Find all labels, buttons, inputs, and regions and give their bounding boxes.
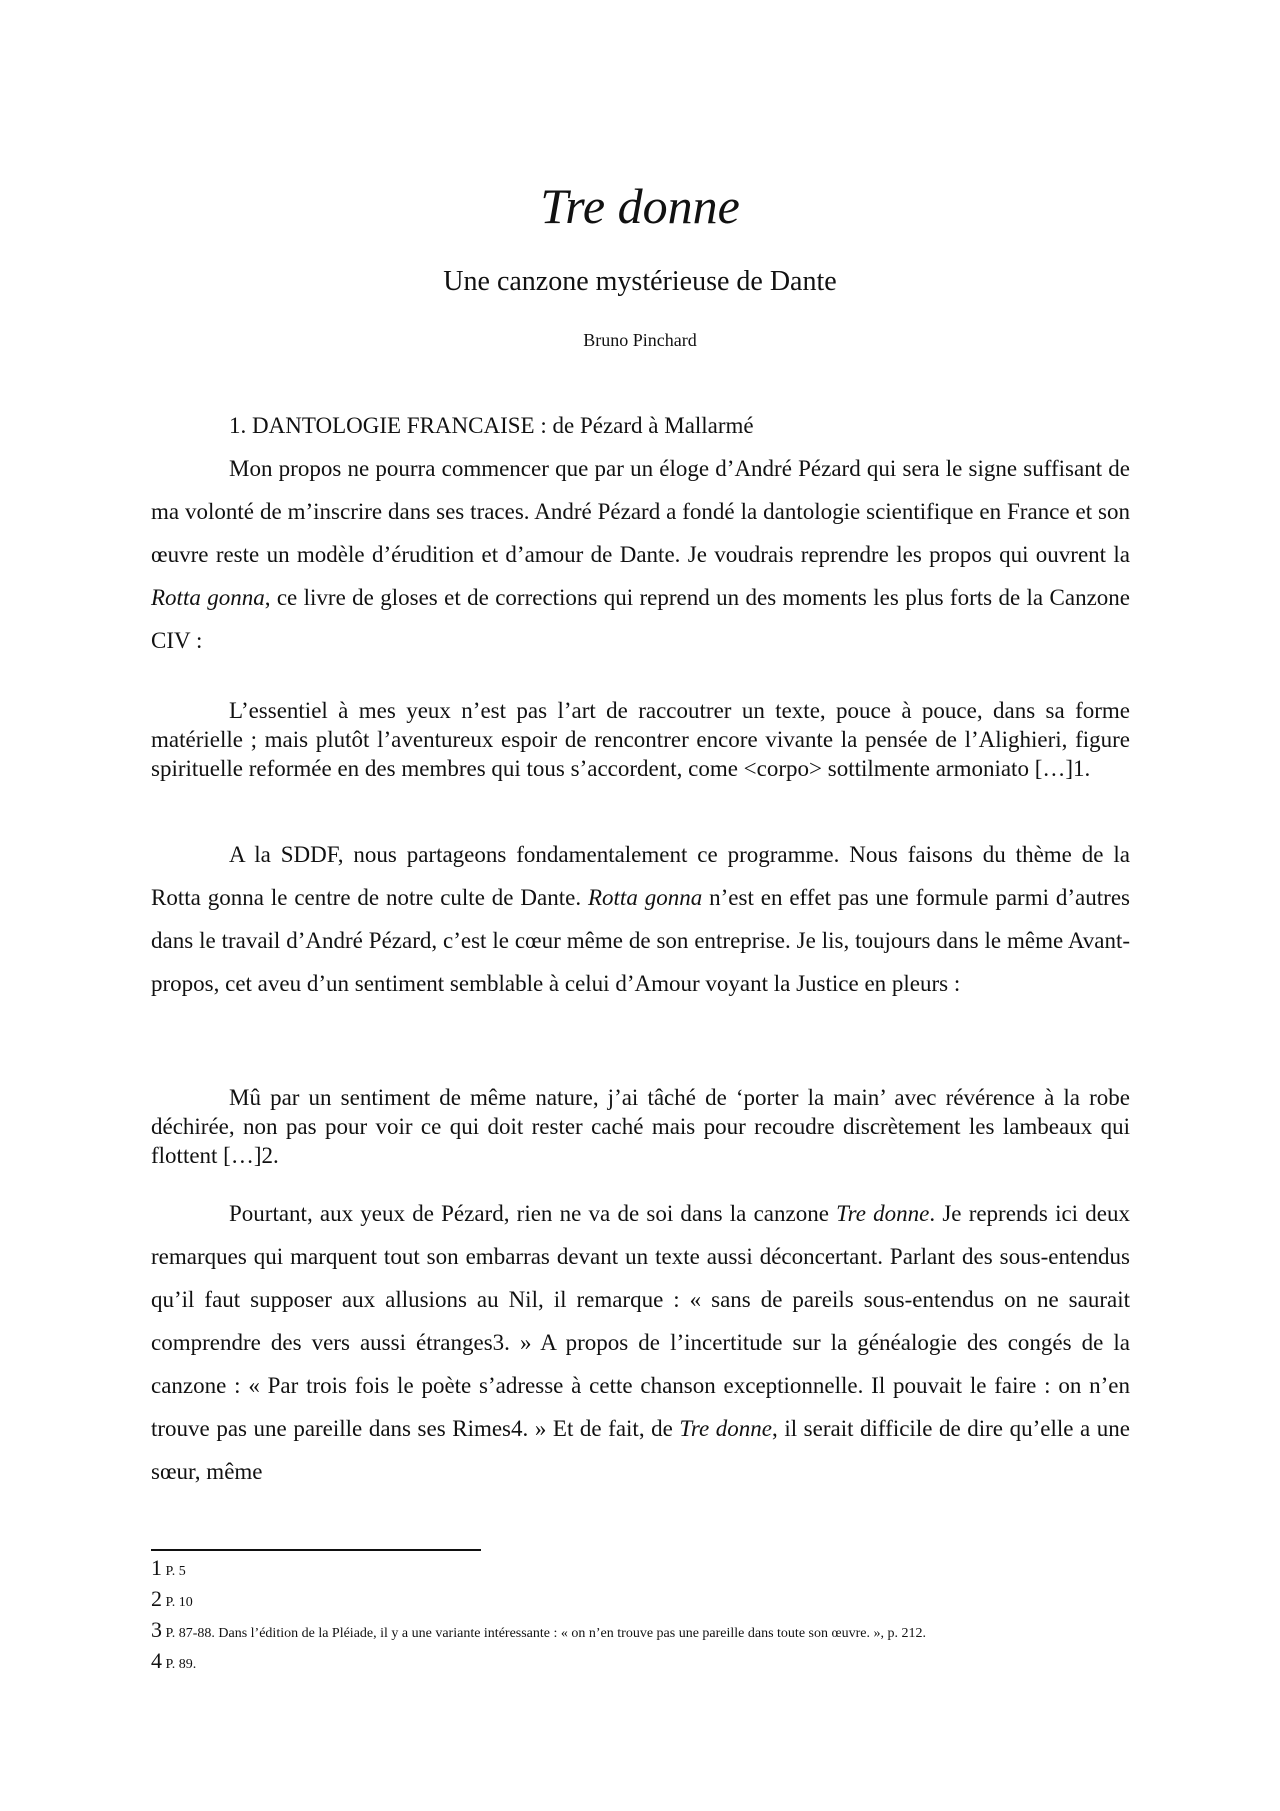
paragraph-3-text-c: . » A propos de l’incertitude sur la généalogie des congés de la canzone : « Par trois fois le poète s’adresse à cette chanson exceptionnelle. Il pouvait le faire : on n’en trouve pas une pareille dans ses Rimes (151, 1330, 1130, 1441)
quote-1-text: L’essentiel à mes yeux n’est pas l’art de raccoutrer un texte, pouce à pouce, dans sa forme matérielle ; mais plutôt l’aventureux espoir de rencontrer encore vivante la pensée de l’Alighieri, figure spirituelle reformée en des membres qui tous s’accordent, come <corpo> sottilmente armoniato […] (151, 698, 1130, 781)
block-quote-2 (151, 1083, 1130, 1170)
footnote-3-number: 3 (151, 1617, 162, 1642)
document-title: Tre donne (540, 178, 740, 234)
paragraph-2-italic: Rotta gonna (587, 885, 703, 910)
document-subtitle: Une canzone mystérieuse de Dante (443, 266, 837, 297)
footnote-4-text: P. 89. (165, 1657, 197, 1672)
footnote-2 (151, 1585, 1131, 1616)
paragraph-3-text-b: . Je reprends ici deux remarques qui marquent tout son embarras devant un texte aussi déconcertant. Parlant des sous-entendus qu’il faut supposer aux allusions au Nil, il remarque : « sans de pareils sous-entendus on ne saurait comprendre des vers aussi étranges (151, 1201, 1130, 1355)
footnote-3-text: P. 87-88. Dans l’édition de la Pléiade, il y a une variante intéressante : « on n’en trouve pas une pareille dans toute son œuvre. », p. 212. (165, 1626, 926, 1641)
paragraph-3 (151, 1192, 1130, 1493)
paragraph-1-text-a: Mon propos ne pourra commencer que par un éloge d’André Pézard qui sera le signe suffisant de ma volonté de m’inscrire dans ses traces. André Pézard a fondé la dantologie scientifique en France et son œuvre reste un modèle d’érudition et d’amour de Dante. Je voudrais reprendre les propos qui ouvrent la (151, 456, 1130, 567)
paragraph-3-text-a: Pourtant, aux yeux de Pézard, rien ne va de soi dans la canzone (229, 1201, 837, 1226)
paragraph-2-text-b: n’est en effet pas une formule parmi d’autres dans le travail d’André Pézard, c’est le cœur même de son entreprise. Je lis, toujours dans le même Avant-propos, cet aveu d’un sentiment semblable à celui d’Amour voyant la Justice en pleurs : (151, 885, 1130, 996)
quote-1-block (151, 696, 1130, 783)
footnote-1 (151, 1554, 1131, 1585)
footnote-4 (151, 1647, 1131, 1678)
footnote-2-text: P. 10 (165, 1595, 193, 1610)
section-heading: 1. DANTOLOGIE FRANCAISE : de Pézard à Mallarmé (229, 413, 754, 438)
footnote-ref-4[interactable]: 4 (511, 1416, 523, 1441)
footnote-ref-2[interactable]: 2. (261, 1143, 279, 1168)
footnote-ref-1[interactable]: 1. (1073, 756, 1091, 781)
paragraph-1-italic: Rotta gonna (151, 585, 265, 610)
paragraph-3-italic-a: Tre donne (836, 1201, 930, 1226)
paragraph-1-text-b: , ce livre de gloses et de corrections qui reprend un des moments les plus forts de la Canzone CIV : (151, 585, 1130, 653)
paragraph-2-text-a: A la SDDF, nous partageons fondamentalement ce programme. Nous faisons du thème de la Rotta gonna le centre de notre culte de Dante. (151, 842, 1130, 910)
paragraph-2 (151, 833, 1130, 1005)
footnote-ref-3[interactable]: 3 (492, 1330, 505, 1355)
footnote-separator (151, 1549, 481, 1551)
block-quote-1 (151, 696, 1130, 783)
quote-2-text: Mû par un sentiment de même nature, j’ai tâché de ‘porter la main’ avec révérence à la robe déchirée, non pas pour voir ce qui doit rester caché mais pour recoudre discrètement les lambeaux qui flottent […] (151, 1085, 1130, 1168)
footnote-2-number: 2 (151, 1586, 162, 1611)
section-heading-block (151, 404, 1130, 662)
quote-2-block (151, 1083, 1130, 1170)
paragraph-3-text-d: . » Et de fait, de (522, 1416, 680, 1441)
paragraph-1 (151, 447, 1130, 662)
author-name: Bruno Pinchard (583, 330, 697, 350)
paragraph-3-block (151, 1192, 1130, 1493)
paragraph-3-text-e: , il serait difficile de dire qu’elle a une sœur, même (151, 1416, 1130, 1484)
footnote-3 (151, 1616, 1131, 1647)
footnote-4-number: 4 (151, 1648, 162, 1673)
paragraph-2-block (151, 833, 1130, 1005)
footnote-1-text: P. 5 (165, 1564, 186, 1579)
footnote-1-number: 1 (151, 1555, 162, 1580)
paragraph-3-italic-b: Tre donne (679, 1416, 773, 1441)
footnotes (151, 1554, 1131, 1678)
